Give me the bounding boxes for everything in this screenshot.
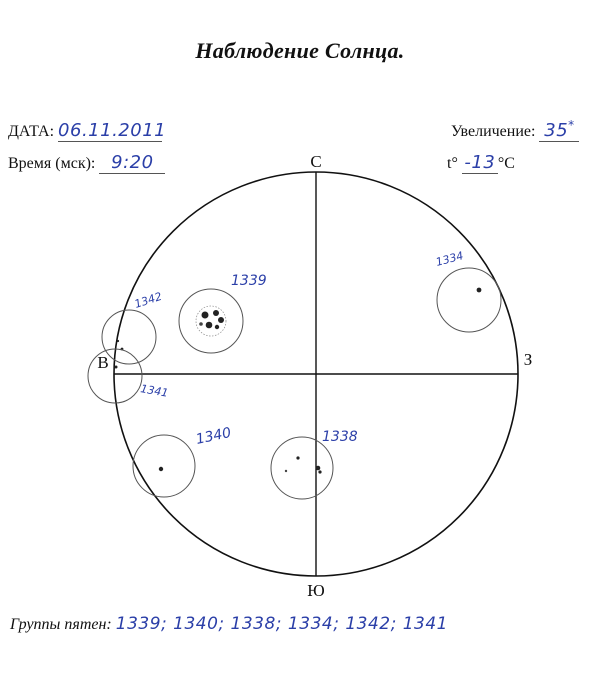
temperature-value: -13 — [462, 152, 498, 174]
spot-group-1338 — [271, 429, 358, 499]
date-label: ДАТА: — [8, 123, 55, 140]
temperature-unit: °C — [497, 155, 515, 172]
spot-label-1339: 1339 — [231, 273, 267, 289]
direction-west: З — [523, 350, 533, 369]
page-title: Наблюдение Солнца. — [195, 38, 405, 63]
spot-group-1342 — [102, 290, 164, 364]
spot-groups-label: Группы пятен: — [10, 616, 112, 633]
spot-groups-line — [10, 614, 448, 634]
spot-label-1338: 1338 — [322, 429, 358, 445]
magnification-value: 35* — [539, 118, 579, 142]
date-value: 06.11.2011 — [58, 120, 167, 141]
temperature-label: t° — [447, 155, 458, 172]
spot-label-1342: 1342 — [132, 289, 164, 311]
spot-group-1334 — [434, 249, 501, 332]
direction-south: Ю — [307, 581, 325, 600]
time-label: Время (мск): — [8, 155, 96, 172]
spot-label-1341: 1341 — [139, 382, 170, 400]
direction-north: С — [310, 152, 322, 171]
spot-group-1339 — [179, 273, 267, 353]
direction-east: В — [97, 353, 109, 372]
spot-groups-value: 1339; 1340; 1338; 1334; 1342; 1341 — [115, 614, 448, 634]
spot-label-1334: 1334 — [434, 249, 465, 269]
time-value: 9:20 — [99, 152, 165, 174]
spot-label-1340: 1340 — [194, 424, 233, 448]
magnification-label: Увеличение: — [451, 123, 536, 140]
